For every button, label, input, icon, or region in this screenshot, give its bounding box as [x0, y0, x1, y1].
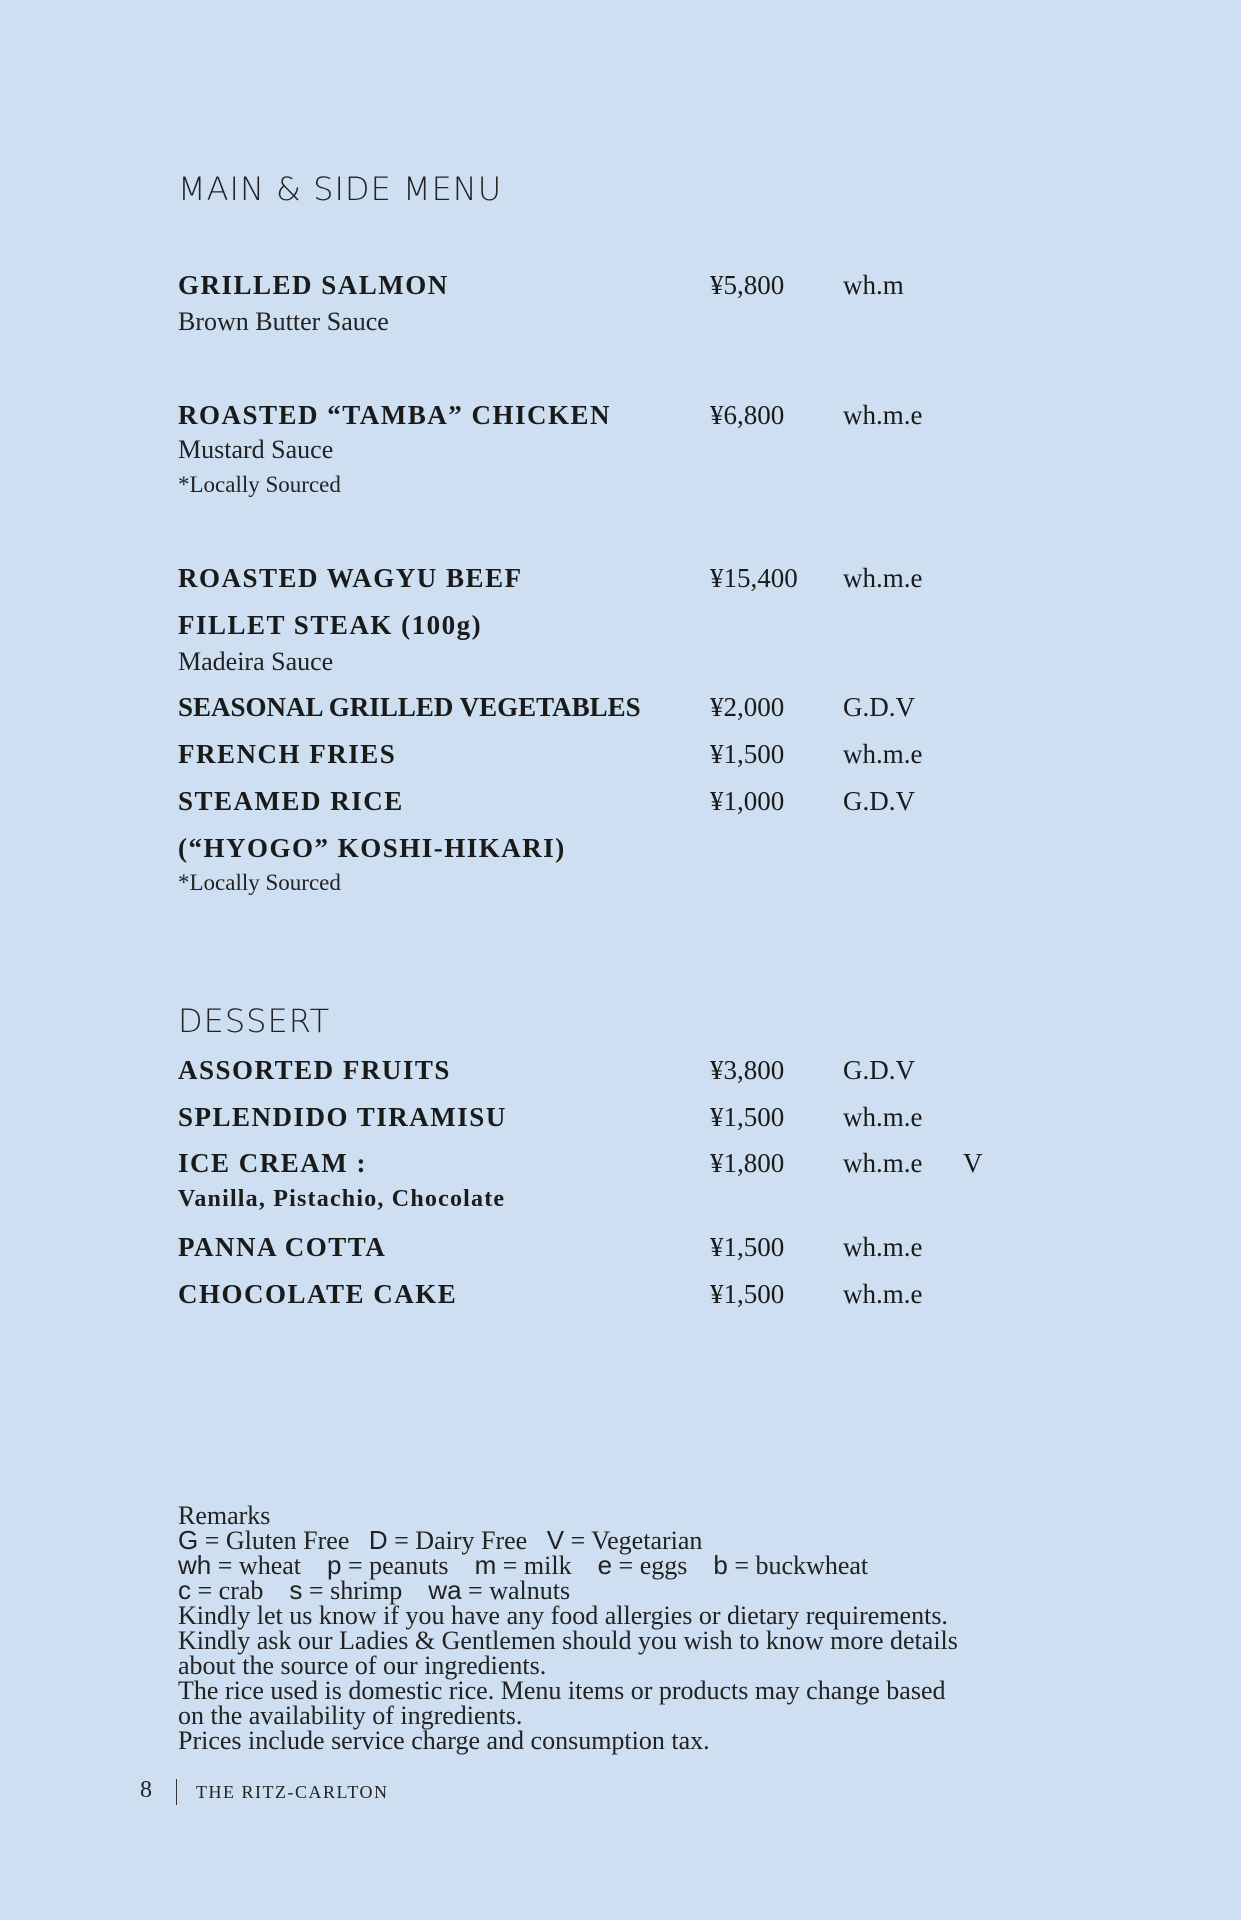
legend-value: = eggs: [612, 1551, 688, 1580]
legend-key: s: [289, 1575, 303, 1605]
legend-value: = walnuts: [461, 1576, 571, 1605]
remarks-line: on the availability of ingredients.: [178, 1701, 523, 1730]
legend-key: m: [474, 1550, 497, 1580]
legend-key: b: [713, 1550, 728, 1580]
menu-item-name: ROASTED WAGYU BEEF: [178, 563, 523, 593]
menu-item-price: ¥1,500: [710, 739, 785, 769]
legend-value: = milk: [496, 1551, 572, 1580]
menu-item-price: ¥3,800: [710, 1055, 785, 1085]
legend-key: c: [178, 1575, 191, 1605]
allergen-code: wh.m.e: [843, 1279, 923, 1309]
legend-line-3: [178, 1575, 958, 1605]
menu-item-price: ¥5,800: [710, 270, 785, 300]
menu-item-description: Brown Butter Sauce: [178, 307, 389, 336]
section-title-main: MAIN & SIDE MENU: [178, 170, 503, 208]
legend-key: p: [327, 1550, 342, 1580]
menu-item-price: ¥2,000: [710, 692, 785, 722]
menu-item-price: ¥15,400: [710, 563, 798, 593]
menu-item-name: ASSORTED FRUITS: [178, 1055, 451, 1085]
allergen-code: wh.m.e: [843, 1232, 923, 1262]
menu-item-name: ICE CREAM :: [178, 1148, 367, 1178]
section-title-dessert: DESSERT: [178, 1002, 331, 1040]
menu-item-note: *Locally Sourced: [178, 870, 341, 895]
legend-value: = shrimp: [302, 1576, 403, 1605]
menu-item-name: STEAMED RICE: [178, 786, 404, 816]
menu-item-description: Mustard Sauce: [178, 435, 334, 464]
menu-item-name: CHOCOLATE CAKE: [178, 1279, 458, 1309]
menu-item-name: SEASONAL GRILLED VEGETABLES: [178, 692, 641, 722]
menu-item-note: *Locally Sourced: [178, 472, 341, 497]
legend-key: wh: [178, 1550, 212, 1580]
remarks-line: Kindly let us know if you have any food allergies or dietary requirements.: [178, 1601, 948, 1630]
legend-key: wa: [428, 1575, 462, 1605]
legend-value: = Vegetarian: [564, 1526, 703, 1555]
menu-item-price: ¥1,000: [710, 786, 785, 816]
menu-item-price: ¥1,800: [710, 1148, 785, 1178]
legend-value: = buckwheat: [727, 1551, 869, 1580]
legend-line-1: [178, 1525, 958, 1555]
legend-key: G: [178, 1525, 199, 1555]
legend-value: = Dairy Free: [387, 1526, 528, 1555]
remarks-line: about the source of our ingredients.: [178, 1651, 547, 1680]
menu-item-price: ¥1,500: [710, 1102, 785, 1132]
remarks-line: Kindly ask our Ladies & Gentlemen should you wish to know more details: [178, 1626, 958, 1655]
remarks-line: The rice used is domestic rice. Menu items or products may change based: [178, 1676, 946, 1705]
allergen-code: G.D.V: [843, 692, 915, 722]
menu-item-price: ¥6,800: [710, 400, 785, 430]
legend-value: = crab: [191, 1576, 264, 1605]
remarks-line: Prices include service charge and consumption tax.: [178, 1726, 710, 1755]
remarks-block: [178, 1503, 958, 1753]
legend-value: = peanuts: [341, 1551, 449, 1580]
menu-item-price: ¥1,500: [710, 1279, 785, 1309]
legend-key: e: [597, 1550, 613, 1580]
allergen-code-vegetarian: V: [963, 1148, 983, 1178]
menu-item-name: ROASTED “TAMBA” CHICKEN: [178, 400, 612, 430]
page-number: 8: [140, 1777, 152, 1803]
allergen-code: G.D.V: [843, 1055, 915, 1085]
menu-item-name: GRILLED SALMON: [178, 270, 449, 300]
legend-value: = Gluten Free: [198, 1526, 350, 1555]
menu-item-name-line2: FILLET STEAK (100g): [178, 610, 483, 640]
legend-key: D: [368, 1525, 388, 1555]
legend-value: = wheat: [211, 1551, 301, 1580]
allergen-code: wh.m.e: [843, 1102, 923, 1132]
menu-item-description: Madeira Sauce: [178, 647, 334, 676]
menu-item-price: ¥1,500: [710, 1232, 785, 1262]
menu-item-name: PANNA COTTA: [178, 1232, 387, 1262]
allergen-code: wh.m.e: [843, 563, 923, 593]
brand-name: THE RITZ-CARLTON: [196, 1782, 389, 1802]
legend-key: V: [546, 1525, 565, 1555]
remarks-title: Remarks: [178, 1501, 271, 1530]
allergen-code: wh.m.e: [843, 400, 923, 430]
menu-item-name: SPLENDIDO TIRAMISU: [178, 1102, 507, 1132]
footer-divider: [176, 1779, 177, 1805]
allergen-code: wh.m.e: [843, 739, 923, 769]
allergen-code: G.D.V: [843, 786, 915, 816]
menu-item-name: FRENCH FRIES: [178, 739, 397, 769]
menu-item-name-line2: (“HYOGO” KOSHI-HIKARI): [178, 833, 566, 863]
allergen-code: wh.m.e: [843, 1148, 923, 1178]
menu-item-flavours: Vanilla, Pistachio, Chocolate: [178, 1186, 506, 1212]
allergen-code: wh.m: [843, 270, 904, 300]
